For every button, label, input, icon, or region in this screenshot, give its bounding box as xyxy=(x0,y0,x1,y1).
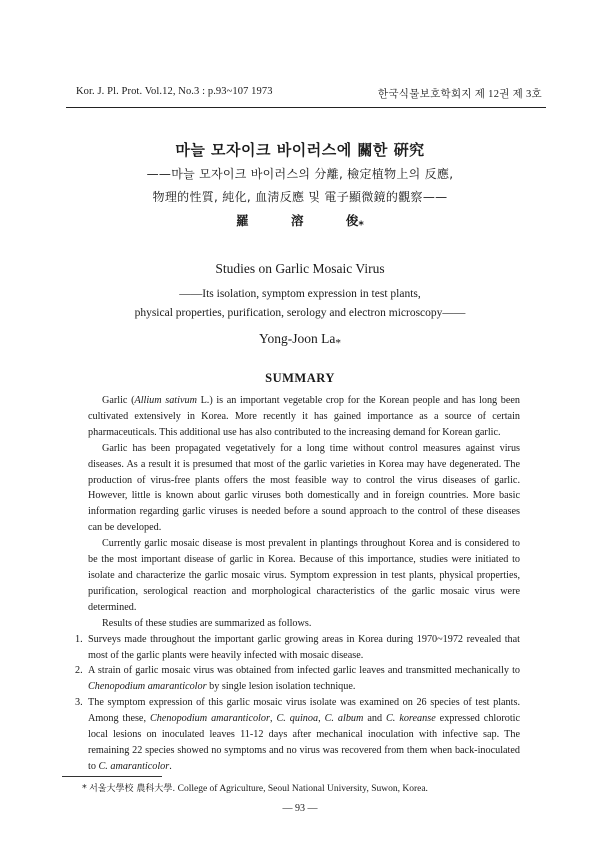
p1-text-b: L.) is an important vegetable crop for the Korean people and has long been cultivated extensively in Korea. More recently it has gained importance as a source of certain pharmaceuticals. This additional use has also contributed to the increasing demand for Korean garlic. xyxy=(88,395,520,438)
english-subtitle-line2: physical properties, purification, serology and electron microscopy—— xyxy=(134,307,466,319)
journal-korean-citation: 한국식물보호학회지 제 12권 제 3호 xyxy=(377,89,542,100)
separator: and xyxy=(363,713,387,725)
list-text-c: . xyxy=(169,760,172,772)
summary-paragraph-3: Currently garlic mosaic disease is most prevalent in plantings throughout Korea and is considered to be the most important disease of garlic in Korea. Because of this importance, studies were initiated to isolate and characterize the garlic mosaic virus. Symptom expression in test plants, physical properties, purification, serological reaction and morphological characteristics of the garlic mosaic virus were determined. xyxy=(88,538,520,613)
english-author xyxy=(0,331,600,350)
summary-body xyxy=(75,393,521,775)
korean-author-name: 羅 溶 俊 xyxy=(236,213,359,228)
species-name: Chenopodium amaranticolor xyxy=(149,713,270,725)
species-name: C. koreanse xyxy=(386,713,436,725)
footnote-korean-affiliation: 서울大學校 農科大學. xyxy=(89,784,176,794)
list-number: 2. xyxy=(75,665,83,677)
species-name: Allium sativum xyxy=(134,395,197,406)
separator: , xyxy=(318,713,325,725)
running-head xyxy=(76,86,542,104)
list-number: 3. xyxy=(75,697,83,709)
english-author-name: Yong-Joon La xyxy=(259,331,336,346)
results-list xyxy=(75,632,521,775)
summary-paragraph-1 xyxy=(88,393,520,441)
korean-subtitle-line2: 物理的性質, 純化, 血淸反應 및 電子顯微鏡的觀察—— xyxy=(152,190,448,204)
list-number: 1. xyxy=(75,633,83,645)
english-subtitle-line1: ——Its isolation, symptom expression in test plants, xyxy=(179,288,421,300)
korean-title: 마늘 모자이크 바이러스에 關한 硏究 xyxy=(175,141,425,159)
list-text: Surveys made throughout the important garlic growing areas in Korea during 1970~1972 revealed that most of the garlic plants were heavily infected with mosaic disease. xyxy=(88,633,520,661)
summary-paragraph-4: Results of these studies are summarized as follows. xyxy=(102,617,312,629)
page-number: — 93 — xyxy=(282,803,318,814)
english-author-mark: * xyxy=(335,337,341,350)
footnote-english-affiliation: College of Agriculture, Seoul National University, Suwon, Korea. xyxy=(177,784,428,794)
species-name: Chenopodium amaranticolor xyxy=(88,681,207,693)
english-title: Studies on Garlic Mosaic Virus xyxy=(215,261,385,276)
list-text-a: A strain of garlic mosaic virus was obtained from infected garlic leaves and transmitted mechanically to xyxy=(88,665,520,677)
korean-subtitle-line1: ——마늘 모자이크 바이러스의 分離, 檢定植物上의 反應, xyxy=(146,167,454,181)
header-rule xyxy=(66,107,546,108)
species-name: C. album xyxy=(324,713,364,725)
list-item xyxy=(75,632,520,664)
list-text-b: by single lesion isolation technique. xyxy=(206,681,356,693)
footnote-mark: * xyxy=(82,783,87,794)
list-text-a: The symptom expression of this garlic mosaic virus isolate was examined on 26 species of test plants. Among these, xyxy=(88,697,520,725)
species-name: C. quinoa xyxy=(276,713,319,725)
list-item xyxy=(75,695,521,775)
list-item xyxy=(75,663,520,695)
footnote xyxy=(82,781,428,794)
korean-author xyxy=(0,211,600,232)
list-text-b: expressed chlorotic local lesions on inoculated leaves 11-12 days after mechanical inoculation with infective sap. The remaining 22 species showed no symptoms and no virus was recovered from them when back-inoculated to xyxy=(88,713,521,772)
species-name: C. amaranticolor xyxy=(98,760,170,772)
footnote-rule xyxy=(62,776,162,777)
summary-paragraph-2: Garlic has been propagated vegetatively for a long time without control measures against virus diseases. As a result it is presumed that most of the garlic varieties in Korea may have degenerated. The production of virus-free plants offers the most feasible way to control the virus diseases of garlic. However, little is known about garlic viruses both domestically and in foreign countries. More basic information regarding garlic viruses is needed before a sound approach to the control of these diseases can be developed. xyxy=(88,442,520,534)
p1-text-a: Garlic ( xyxy=(102,395,135,406)
summary-heading: SUMMARY xyxy=(265,371,335,385)
korean-author-mark: * xyxy=(358,219,364,232)
separator: , xyxy=(269,713,277,725)
journal-citation: Kor. J. Pl. Prot. Vol.12, No.3 : p.93~107 1973 xyxy=(76,86,273,97)
